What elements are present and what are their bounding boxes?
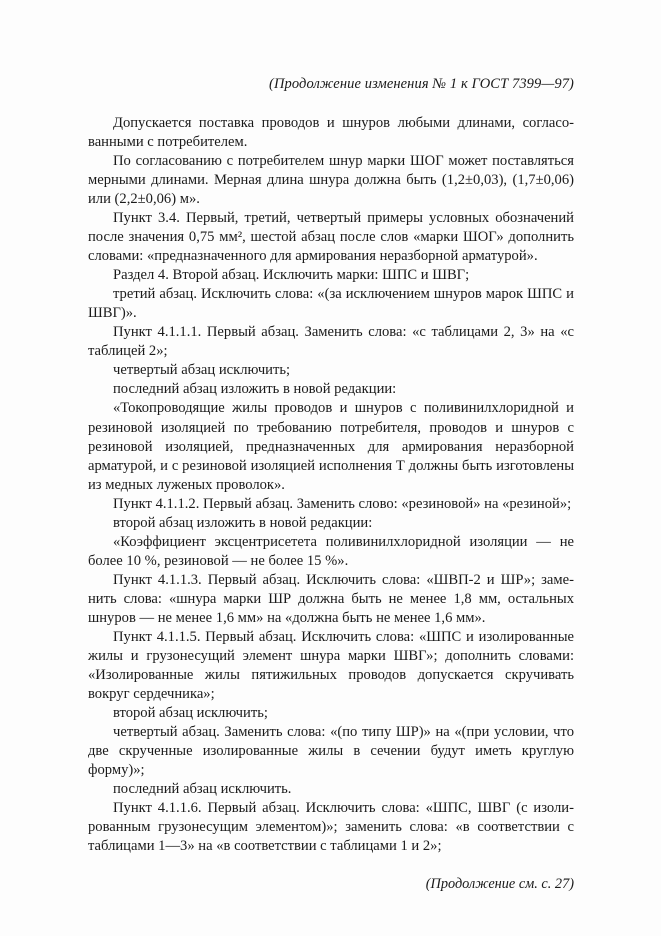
paragraph: последний абзац изложить в новой редакции: bbox=[113, 381, 397, 398]
paragraph: Допускается поставка проводов и шнуров любыми длинами, согласованными с потребителем. bbox=[88, 115, 574, 151]
paragraph: «Токопроводящие жилы проводов и шнуров с поливинилхлоридной и резиновой изоляцией по требованию потребителя, проводов и шнуров с резиновой изоляцией, предназначенных для армирования неразборной арматурой, и с резиновой изоляцией исполнения Т должны быть изготовлены из медных луженых проволок». bbox=[88, 400, 574, 493]
paragraph: четвертый абзац. Заменить слова: «(по типу ШР)» на «(при условии, что две скрученные изолированные жилы в сечении будут иметь круглую форму)»; bbox=[88, 724, 574, 779]
paragraph: третий абзац. Исключить слова: «(за исключением шнуров марок ШПС и ШВГ)». bbox=[88, 286, 574, 322]
paragraph: Пункт 4.1.1.3. Первый абзац. Исключить слова: «ШВП-2 и ШР»; заменить слова: «шнура марки ШР должна быть не менее 1,8 мм, остальных шнуров — не менее 1,6 мм» на «должна быть не менее 1,6 мм». bbox=[88, 571, 574, 626]
paragraph: второй абзац исключить; bbox=[113, 704, 268, 721]
paragraph: Пункт 4.1.1.6. Первый абзац. Исключить слова: «ШПС, ШВГ (с изолированным грузонесущим элементом)»; заменить слова: «в соответствии с таблицами 1—3» на «в соответствии с таблицами 1 и 2»; bbox=[88, 800, 574, 855]
paragraph: последний абзац исключить. bbox=[113, 781, 292, 798]
page-header: (Продолжение изменения № 1 к ГОСТ 7399—97) bbox=[269, 76, 574, 92]
paragraph: Пункт 4.1.1.2. Первый абзац. Заменить слово: «резиновой» на «резиной»; bbox=[113, 495, 572, 512]
document-text-column bbox=[88, 76, 574, 893]
paragraph: четвертый абзац исключить; bbox=[113, 362, 291, 379]
paragraph: Раздел 4. Второй абзац. Исключить марки: ШПС и ШВГ; bbox=[113, 267, 470, 284]
paragraph: По согласованию с потребителем шнур марки ШОГ может поставляться мерными длинами. Мерная длина шнура должна быть (1,2±0,03), (1,7±0,06) или (2,2±0,06) м». bbox=[88, 153, 574, 208]
paragraph: второй абзац изложить в новой редакции: bbox=[113, 514, 373, 531]
paragraph: Пункт 4.1.1.1. Первый абзац. Заменить слова: «с таблицами 2, 3» на «с таблицей 2»; bbox=[88, 324, 574, 360]
page-footer: (Продолжение см. с. 27) bbox=[425, 876, 574, 893]
paragraph: Пункт 4.1.1.5. Первый абзац. Исключить слова: «ШПС и изолированные жилы и грузонесущий элемент шнура марки ШВГ»; дополнить словами: «Изолированные жилы пятижильных проводов допускается скручивать вокруг сердечника»; bbox=[88, 628, 574, 702]
paragraph: Пункт 3.4. Первый, третий, четвертый примеры условных обозначений после значения 0,75 мм², шестой абзац после слов «марки ШОГ» дополнить словами: «предназначенного для армирования неразборной арматурой». bbox=[88, 210, 574, 265]
paragraph: «Коэффициент эксцентрисетета поливинилхлоридной изоляции — не более 10 %, резиновой — не более 15 %». bbox=[88, 533, 574, 569]
